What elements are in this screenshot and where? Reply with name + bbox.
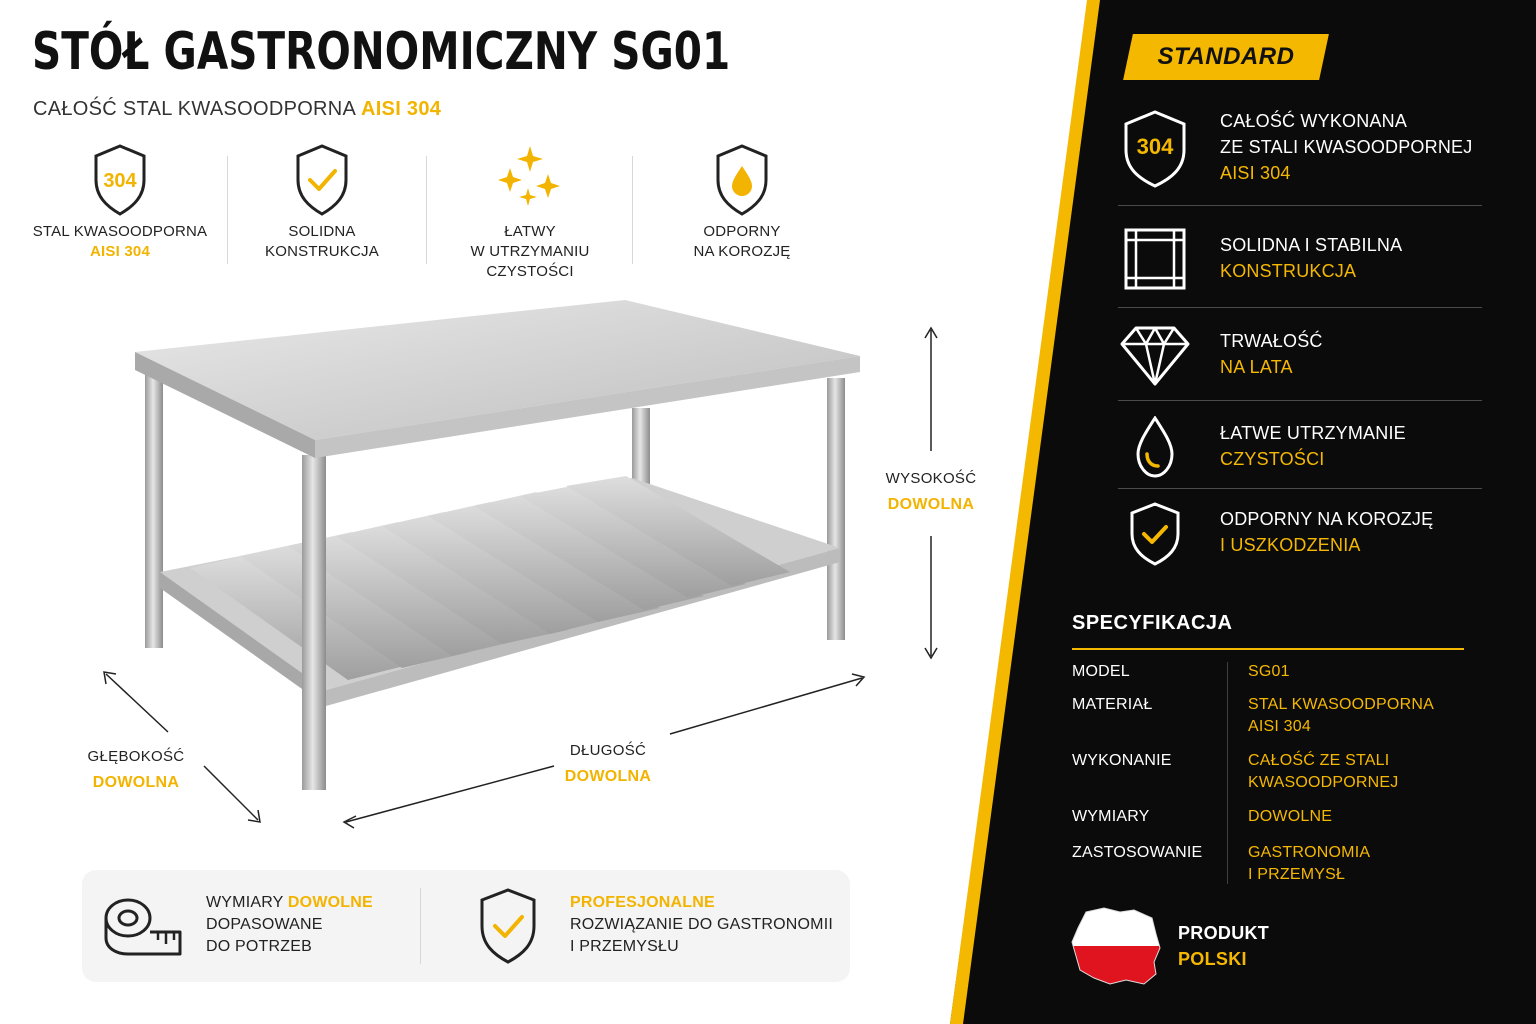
divider bbox=[426, 156, 427, 264]
feature-line: SOLIDNA bbox=[288, 223, 356, 240]
feature-highlight: AISI 304 bbox=[90, 243, 150, 260]
dimension-depth bbox=[74, 744, 198, 796]
frame-icon bbox=[1118, 228, 1192, 292]
feature-line: SOLIDNA I STABILNA bbox=[1220, 235, 1403, 255]
feature-highlight: AISI 304 bbox=[1220, 163, 1291, 183]
spec-value-line: CAŁOŚĆ ZE STALI bbox=[1248, 752, 1390, 769]
shield-check-icon bbox=[290, 142, 354, 218]
right-feature-durability bbox=[1118, 324, 1482, 388]
shield-check-icon bbox=[476, 886, 540, 966]
drop-icon bbox=[1118, 416, 1192, 480]
feature-text bbox=[642, 222, 842, 262]
bottom-text: WYMIARY bbox=[206, 894, 288, 911]
right-feature-text bbox=[1220, 420, 1406, 472]
divider bbox=[420, 888, 421, 964]
spec-underline bbox=[1072, 648, 1464, 650]
spec-title: SPECYFIKACJA bbox=[1072, 612, 1233, 634]
spec-value-line: AISI 304 bbox=[1248, 718, 1311, 735]
spec-key: ZASTOSOWANIE bbox=[1072, 844, 1203, 861]
feature-corrosion bbox=[642, 142, 842, 262]
feature-line: NA KOROZJĘ bbox=[693, 243, 791, 260]
spec-value-line: GASTRONOMIA bbox=[1248, 844, 1371, 861]
feature-line: ŁATWE UTRZYMANIE bbox=[1220, 423, 1406, 443]
produkt-highlight: POLSKI bbox=[1178, 949, 1247, 969]
divider bbox=[632, 156, 633, 264]
diamond-icon bbox=[1118, 324, 1192, 388]
subtitle-highlight: AISI 304 bbox=[360, 98, 442, 120]
sparkles-icon bbox=[492, 142, 568, 218]
feature-line: ODPORNY NA KOROZJĘ bbox=[1220, 509, 1434, 529]
dimension-label: GŁĘBOKOŚĆ bbox=[87, 748, 185, 765]
feature-construction bbox=[222, 142, 422, 262]
spec-value-line: I PRZEMYSŁ bbox=[1248, 866, 1346, 883]
shield-check-icon bbox=[1118, 502, 1192, 566]
spec-value bbox=[1248, 842, 1468, 886]
feature-highlight: KONSTRUKCJA bbox=[1220, 261, 1357, 281]
spec-key: MODEL bbox=[1072, 663, 1130, 680]
subtitle-main: CAŁOŚĆ STAL KWASOODPORNA bbox=[33, 98, 361, 120]
feature-line: TRWAŁOŚĆ bbox=[1220, 331, 1323, 351]
produkt-label: PRODUKT bbox=[1178, 923, 1270, 943]
dimension-value: DOWOLNA bbox=[564, 768, 652, 785]
page-subtitle bbox=[33, 98, 441, 121]
dimension-label: DŁUGOŚĆ bbox=[569, 742, 647, 759]
right-feature-text bbox=[1220, 232, 1402, 284]
spec-value-line: DOWOLNE bbox=[1248, 808, 1333, 825]
right-feature-construction bbox=[1118, 228, 1482, 292]
spec-value bbox=[1248, 694, 1468, 738]
feature-row bbox=[20, 142, 840, 292]
right-feature-cleaning bbox=[1118, 416, 1482, 480]
product-origin bbox=[1178, 920, 1269, 972]
bottom-highlight: PROFESJONALNE bbox=[570, 894, 715, 911]
feature-cleaning bbox=[430, 142, 630, 282]
right-feature-text bbox=[1220, 328, 1323, 380]
feature-steel bbox=[20, 142, 220, 262]
divider bbox=[1118, 307, 1482, 308]
right-feature-text bbox=[1220, 506, 1433, 558]
standard-badge bbox=[1123, 34, 1329, 80]
feature-highlight: NA LATA bbox=[1220, 357, 1293, 377]
bottom-text: DOPASOWANE bbox=[206, 916, 323, 933]
divider bbox=[1118, 400, 1482, 401]
bottom-text: ROZWIĄZANIE DO GASTRONOMII bbox=[570, 916, 833, 933]
feature-line: ZE STALI KWASOODPORNEJ bbox=[1220, 137, 1473, 157]
bottom-info-box bbox=[82, 870, 850, 982]
feature-highlight: CZYSTOŚCI bbox=[1220, 449, 1325, 469]
feature-line: ŁATWY bbox=[504, 223, 556, 240]
measuring-tape-icon bbox=[102, 894, 186, 958]
spec-value bbox=[1248, 661, 1468, 683]
bottom-item-dimensions bbox=[206, 892, 373, 958]
spec-value-line: STAL KWASOODPORNA bbox=[1248, 696, 1434, 713]
dimension-length bbox=[548, 738, 668, 790]
bottom-text: I PRZEMYSŁU bbox=[570, 938, 679, 955]
feature-highlight: I USZKODZENIA bbox=[1220, 535, 1361, 555]
feature-line: STAL KWASOODPORNA bbox=[32, 223, 208, 240]
dimension-label: WYSOKOŚĆ bbox=[885, 470, 977, 487]
feature-line: ODPORNY bbox=[703, 223, 781, 240]
feature-line: CZYSTOŚCI bbox=[486, 263, 574, 280]
dimension-height bbox=[872, 466, 990, 518]
shield-304-icon bbox=[1118, 108, 1192, 188]
divider bbox=[1118, 205, 1482, 206]
feature-text bbox=[20, 222, 220, 262]
feature-text bbox=[222, 222, 422, 262]
shield-304-icon bbox=[88, 142, 152, 218]
spec-value-line: SG01 bbox=[1248, 663, 1290, 680]
spec-key: MATERIAŁ bbox=[1072, 696, 1153, 713]
right-feature-corrosion bbox=[1118, 502, 1482, 566]
dimension-value: DOWOLNA bbox=[92, 774, 180, 791]
feature-line: CAŁOŚĆ WYKONANA bbox=[1220, 111, 1408, 131]
spec-value-line: KWASOODPORNEJ bbox=[1248, 774, 1399, 791]
spec-value bbox=[1248, 750, 1468, 794]
shield-badge-text: 304 bbox=[1136, 134, 1174, 159]
spec-divider bbox=[1227, 662, 1228, 884]
feature-line: KONSTRUKCJA bbox=[265, 243, 379, 260]
right-feature-material bbox=[1118, 108, 1482, 192]
bottom-item-professional bbox=[570, 892, 833, 958]
right-feature-text bbox=[1220, 108, 1472, 186]
page-title: STÓŁ GASTRONOMICZNY SG01 bbox=[32, 22, 731, 82]
shield-badge-text: 304 bbox=[103, 170, 137, 192]
dimension-value: DOWOLNA bbox=[887, 496, 975, 513]
spec-value bbox=[1248, 806, 1468, 828]
spec-key: WYKONANIE bbox=[1072, 752, 1172, 769]
feature-text bbox=[430, 222, 630, 282]
bottom-highlight: DOWOLNE bbox=[287, 894, 373, 911]
divider bbox=[1118, 488, 1482, 489]
spec-key: WYMIARY bbox=[1072, 808, 1150, 825]
drop-shield-icon bbox=[710, 142, 774, 218]
feature-line: W UTRZYMANIU bbox=[470, 243, 590, 260]
poland-flag-map-icon bbox=[1068, 904, 1164, 988]
bottom-text: DO POTRZEB bbox=[206, 938, 313, 955]
badge-label: STANDARD bbox=[1157, 43, 1295, 70]
